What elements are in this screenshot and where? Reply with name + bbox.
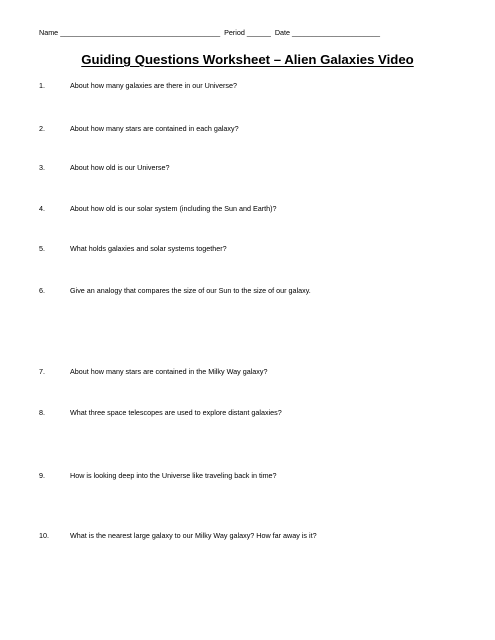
question-text: How is looking deep into the Universe like traveling back in time? <box>70 471 277 480</box>
question-item <box>39 408 282 417</box>
question-text: Give an analogy that compares the size of our Sun to the size of our galaxy. <box>70 286 311 295</box>
question-text: About how many stars are contained in each galaxy? <box>70 124 239 133</box>
question-number: 7. <box>39 367 45 376</box>
worksheet-title: Guiding Questions Worksheet – Alien Galaxies Video <box>81 52 414 67</box>
question-text: About how many galaxies are there in our Universe? <box>70 81 238 90</box>
date-label: Date <box>274 28 291 37</box>
question-number: 3. <box>39 163 45 172</box>
question-item <box>39 286 311 295</box>
name-label: Name <box>39 28 59 37</box>
question-item <box>39 367 267 376</box>
question-item <box>39 531 317 540</box>
question-number: 5. <box>39 244 45 253</box>
question-text: What three space telescopes are used to explore distant galaxies? <box>70 408 282 417</box>
question-number: 2. <box>39 124 45 133</box>
question-item <box>39 124 239 133</box>
date-blank: ______________________ <box>292 28 380 37</box>
period-label: Period <box>224 28 245 37</box>
name-blank: ________________________________________ <box>60 28 221 37</box>
question-number: 8. <box>39 408 45 417</box>
question-number: 9. <box>39 471 45 480</box>
student-info-header <box>39 28 437 37</box>
question-text: About how old is our solar system (including the Sun and Earth)? <box>70 204 277 213</box>
question-text: What holds galaxies and solar systems together? <box>70 244 227 253</box>
question-item <box>39 204 277 213</box>
question-number: 1. <box>39 81 45 90</box>
question-item <box>39 163 169 172</box>
question-item <box>39 81 237 90</box>
question-item <box>39 471 277 480</box>
question-text: What is the nearest large galaxy to our Milky Way galaxy? How far away is it? <box>70 531 317 540</box>
question-text: About how old is our Universe? <box>70 163 170 172</box>
question-text: About how many stars are contained in the Milky Way galaxy? <box>70 367 268 376</box>
question-number: 6. <box>39 286 45 295</box>
question-number: 4. <box>39 204 45 213</box>
question-number: 10. <box>39 531 49 540</box>
period-blank: ______ <box>246 28 271 37</box>
question-item <box>39 244 227 253</box>
